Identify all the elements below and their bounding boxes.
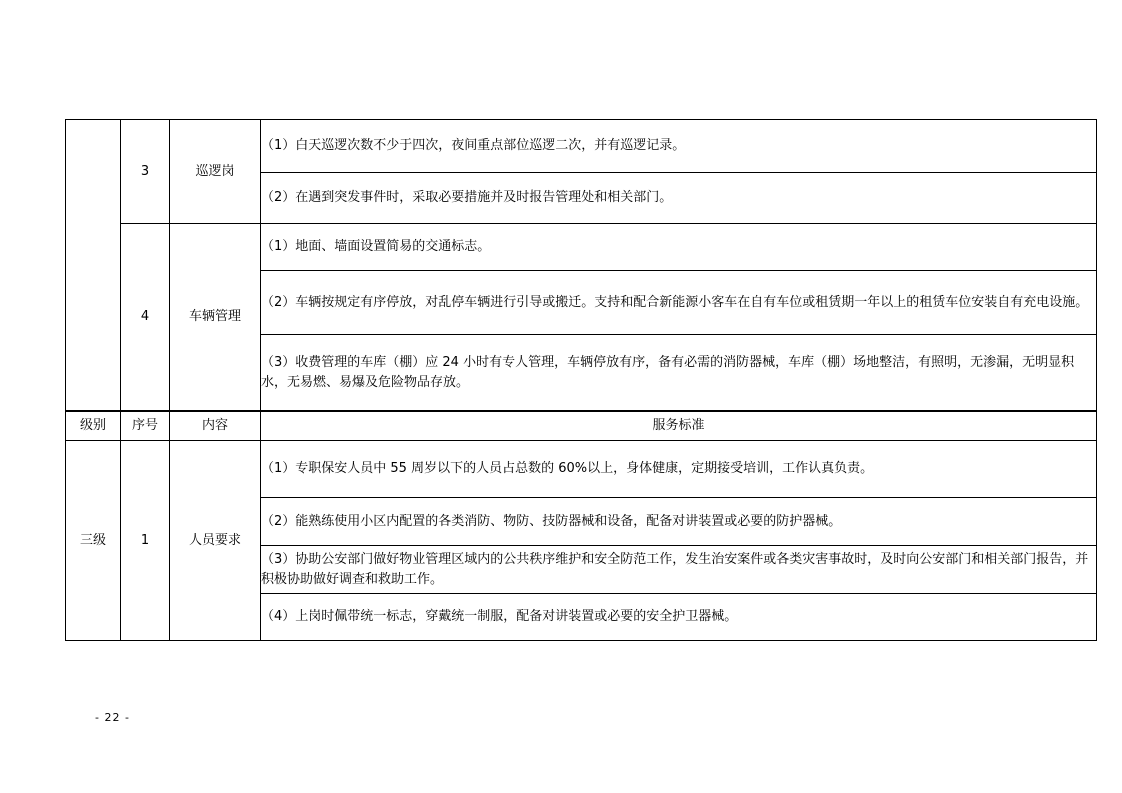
table-row (66, 120, 1097, 173)
table-header-row (66, 412, 1097, 441)
standard-item: （1）白天巡逻次数不少于四次，夜间重点部位巡逻二次，并有巡逻记录。 (261, 120, 1097, 173)
table-row (66, 441, 1097, 498)
standard-item: （1）专职保安人员中 55 周岁以下的人员占总数的 60%以上，身体健康，定期接受培训，工作认真负责。 (261, 441, 1097, 498)
content-cell: 巡逻岗 (170, 120, 261, 224)
standard-item: （1）地面、墙面设置简易的交通标志。 (261, 224, 1097, 271)
content-cell: 车辆管理 (170, 224, 261, 411)
standard-item: （2）车辆按规定有序停放，对乱停车辆进行引导或搬迁。支持和配合新能源小客车在自有车位或租赁期一年以上的租赁车位安装自有充电设施。 (261, 271, 1097, 335)
standard-item: （2）在遇到突发事件时，采取必要措施并及时报告管理处和相关部门。 (261, 173, 1097, 224)
content-cell: 人员要求 (170, 441, 261, 641)
page-number: - 22 - (95, 711, 130, 724)
header-seq: 序号 (121, 412, 170, 441)
service-standard-table-lower (65, 411, 1097, 641)
header-content: 内容 (170, 412, 261, 441)
service-standard-table (65, 119, 1097, 411)
header-standard: 服务标准 (261, 412, 1097, 441)
standard-item: （3）协助公安部门做好物业管理区域内的公共秩序维护和安全防范工作，发生治安案件或各类灾害事故时，及时向公安部门和相关部门报告，并积极协助做好调查和救助工作。 (261, 546, 1097, 594)
standard-item: （4）上岗时佩带统一标志，穿戴统一制服，配备对讲装置或必要的安全护卫器械。 (261, 594, 1097, 641)
standard-item: （2）能熟练使用小区内配置的各类消防、物防、技防器械和设备，配备对讲装置或必要的防护器械。 (261, 498, 1097, 546)
level-cell-empty (66, 120, 121, 411)
table-row (66, 224, 1097, 271)
header-level: 级别 (66, 412, 121, 441)
seq-cell: 4 (121, 224, 170, 411)
standard-item: （3）收费管理的车库（棚）应 24 小时有专人管理，车辆停放有序，备有必需的消防器械，车库（棚）场地整洁，有照明，无渗漏，无明显积水，无易燃、易爆及危险物品存放。 (261, 335, 1097, 411)
seq-cell: 3 (121, 120, 170, 224)
seq-cell: 1 (121, 441, 170, 641)
level-cell: 三级 (66, 441, 121, 641)
